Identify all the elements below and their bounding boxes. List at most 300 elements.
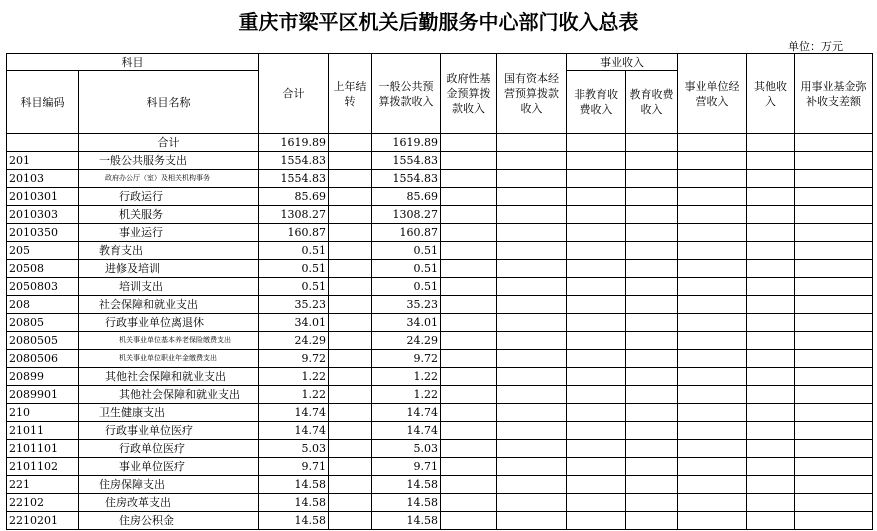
cell-total: 14.58 — [259, 512, 329, 530]
cell-name: 机关事业单位职业年金缴费支出 — [79, 350, 259, 368]
cell-gov-fund — [441, 440, 497, 458]
cell-name: 住房改革支出 — [79, 494, 259, 512]
cell-unit-operating — [678, 476, 747, 494]
cell-other-income — [747, 386, 795, 404]
header-non-edu-fee: 非教育收费收入 — [567, 71, 626, 134]
cell-name: 社会保障和就业支出 — [79, 296, 259, 314]
cell-unit-operating — [678, 296, 747, 314]
cell-carryover — [329, 224, 372, 242]
cell-unit-operating — [678, 494, 747, 512]
cell-edu-fee — [626, 494, 678, 512]
cell-unit-operating — [678, 458, 747, 476]
cell-name: 一般公共服务支出 — [79, 152, 259, 170]
cell-gov-fund — [441, 152, 497, 170]
cell-gov-fund — [441, 332, 497, 350]
cell-unit-operating — [678, 224, 747, 242]
cell-total: 9.71 — [259, 458, 329, 476]
cell-gov-fund — [441, 386, 497, 404]
cell-other-income — [747, 314, 795, 332]
table-row — [7, 512, 873, 530]
cell-gov-fund — [441, 314, 497, 332]
cell-unit-operating — [678, 404, 747, 422]
cell-other-income — [747, 494, 795, 512]
cell-reserve-fund — [795, 512, 873, 530]
cell-code: 2089901 — [7, 386, 79, 404]
cell-edu-fee — [626, 422, 678, 440]
cell-non-edu-fee — [567, 278, 626, 296]
table-row — [7, 260, 873, 278]
cell-total: 14.74 — [259, 422, 329, 440]
cell-name: 卫生健康支出 — [79, 404, 259, 422]
cell-code: 2080506 — [7, 350, 79, 368]
cell-non-edu-fee — [567, 260, 626, 278]
cell-general-budget: 24.29 — [372, 332, 441, 350]
page-title: 重庆市梁平区机关后勤服务中心部门收入总表 — [238, 10, 639, 34]
cell-code: 21011 — [7, 422, 79, 440]
cell-name: 其他社会保障和就业支出 — [79, 386, 259, 404]
cell-state-capital — [497, 386, 567, 404]
cell-state-capital — [497, 206, 567, 224]
cell-carryover — [329, 242, 372, 260]
cell-non-edu-fee — [567, 206, 626, 224]
cell-name: 合计 — [79, 134, 259, 152]
cell-total: 35.23 — [259, 296, 329, 314]
cell-state-capital — [497, 314, 567, 332]
cell-total: 1.22 — [259, 368, 329, 386]
cell-reserve-fund — [795, 404, 873, 422]
cell-reserve-fund — [795, 458, 873, 476]
table-row — [7, 386, 873, 404]
cell-general-budget: 34.01 — [372, 314, 441, 332]
cell-carryover — [329, 296, 372, 314]
cell-reserve-fund — [795, 368, 873, 386]
table-row — [7, 476, 873, 494]
cell-non-edu-fee — [567, 368, 626, 386]
cell-general-budget: 0.51 — [372, 260, 441, 278]
cell-carryover — [329, 494, 372, 512]
cell-name: 行政事业单位离退休 — [79, 314, 259, 332]
cell-total: 34.01 — [259, 314, 329, 332]
cell-unit-operating — [678, 440, 747, 458]
header-edu-fee: 教育收费收入 — [626, 71, 678, 134]
cell-carryover — [329, 206, 372, 224]
cell-non-edu-fee — [567, 512, 626, 530]
cell-general-budget: 14.58 — [372, 476, 441, 494]
cell-unit-operating — [678, 134, 747, 152]
cell-non-edu-fee — [567, 440, 626, 458]
cell-non-edu-fee — [567, 188, 626, 206]
cell-other-income — [747, 404, 795, 422]
table-row — [7, 134, 873, 152]
cell-gov-fund — [441, 404, 497, 422]
cell-gov-fund — [441, 206, 497, 224]
cell-other-income — [747, 440, 795, 458]
cell-state-capital — [497, 422, 567, 440]
cell-unit-operating — [678, 386, 747, 404]
cell-other-income — [747, 260, 795, 278]
cell-unit-operating — [678, 278, 747, 296]
cell-code: 2210201 — [7, 512, 79, 530]
cell-state-capital — [497, 512, 567, 530]
cell-edu-fee — [626, 242, 678, 260]
cell-general-budget: 1.22 — [372, 368, 441, 386]
cell-non-edu-fee — [567, 152, 626, 170]
cell-name: 教育支出 — [79, 242, 259, 260]
cell-name: 其他社会保障和就业支出 — [79, 368, 259, 386]
cell-reserve-fund — [795, 242, 873, 260]
cell-general-budget: 0.51 — [372, 242, 441, 260]
cell-carryover — [329, 152, 372, 170]
cell-gov-fund — [441, 224, 497, 242]
cell-non-edu-fee — [567, 224, 626, 242]
cell-code: 208 — [7, 296, 79, 314]
table-row — [7, 152, 873, 170]
cell-code: 22102 — [7, 494, 79, 512]
cell-non-edu-fee — [567, 332, 626, 350]
cell-carryover — [329, 422, 372, 440]
cell-code: 2101101 — [7, 440, 79, 458]
cell-edu-fee — [626, 332, 678, 350]
header-total: 合计 — [259, 54, 329, 134]
cell-total: 85.69 — [259, 188, 329, 206]
cell-state-capital — [497, 134, 567, 152]
table-row — [7, 206, 873, 224]
header-subject: 科目 — [7, 54, 259, 71]
cell-code: 2050803 — [7, 278, 79, 296]
cell-reserve-fund — [795, 314, 873, 332]
cell-non-edu-fee — [567, 242, 626, 260]
cell-name: 事业运行 — [79, 224, 259, 242]
cell-total: 14.58 — [259, 476, 329, 494]
cell-code: 2010301 — [7, 188, 79, 206]
cell-carryover — [329, 260, 372, 278]
cell-gov-fund — [441, 188, 497, 206]
cell-code: 2010350 — [7, 224, 79, 242]
cell-non-edu-fee — [567, 458, 626, 476]
cell-general-budget: 1554.83 — [372, 152, 441, 170]
cell-carryover — [329, 512, 372, 530]
cell-carryover — [329, 386, 372, 404]
cell-other-income — [747, 134, 795, 152]
cell-non-edu-fee — [567, 494, 626, 512]
cell-general-budget: 14.58 — [372, 512, 441, 530]
cell-state-capital — [497, 242, 567, 260]
income-table — [6, 53, 873, 530]
cell-unit-operating — [678, 512, 747, 530]
table-row — [7, 242, 873, 260]
header-name: 科目名称 — [79, 71, 259, 134]
table-row — [7, 224, 873, 242]
table-row — [7, 458, 873, 476]
table-row — [7, 170, 873, 188]
header-carryover: 上年结转 — [329, 54, 372, 134]
cell-reserve-fund — [795, 206, 873, 224]
cell-non-edu-fee — [567, 314, 626, 332]
cell-gov-fund — [441, 476, 497, 494]
cell-general-budget: 1.22 — [372, 386, 441, 404]
cell-reserve-fund — [795, 170, 873, 188]
cell-general-budget: 35.23 — [372, 296, 441, 314]
cell-state-capital — [497, 152, 567, 170]
cell-name: 培训支出 — [79, 278, 259, 296]
table-row — [7, 332, 873, 350]
cell-edu-fee — [626, 440, 678, 458]
cell-code: 221 — [7, 476, 79, 494]
cell-state-capital — [497, 278, 567, 296]
cell-total: 9.72 — [259, 350, 329, 368]
cell-gov-fund — [441, 296, 497, 314]
header-general-budget: 一般公共预算拨款收入 — [372, 54, 441, 134]
table-row — [7, 404, 873, 422]
cell-other-income — [747, 170, 795, 188]
cell-state-capital — [497, 476, 567, 494]
cell-total: 5.03 — [259, 440, 329, 458]
cell-reserve-fund — [795, 350, 873, 368]
cell-edu-fee — [626, 206, 678, 224]
header-reserve-fund: 用事业基金弥补收支差额 — [795, 54, 873, 134]
cell-state-capital — [497, 332, 567, 350]
cell-total: 0.51 — [259, 260, 329, 278]
cell-total: 1308.27 — [259, 206, 329, 224]
cell-reserve-fund — [795, 386, 873, 404]
cell-edu-fee — [626, 386, 678, 404]
cell-general-budget: 5.03 — [372, 440, 441, 458]
header-gov-fund: 政府性基金预算拨款收入 — [441, 54, 497, 134]
cell-general-budget: 1554.83 — [372, 170, 441, 188]
cell-carryover — [329, 134, 372, 152]
cell-other-income — [747, 206, 795, 224]
cell-non-edu-fee — [567, 476, 626, 494]
header-other-income: 其他收入 — [747, 54, 795, 134]
cell-code: 20508 — [7, 260, 79, 278]
cell-edu-fee — [626, 476, 678, 494]
cell-general-budget: 9.72 — [372, 350, 441, 368]
cell-general-budget: 14.74 — [372, 404, 441, 422]
cell-state-capital — [497, 188, 567, 206]
unit-label: 单位：万元 — [788, 40, 843, 53]
cell-non-edu-fee — [567, 386, 626, 404]
cell-unit-operating — [678, 188, 747, 206]
cell-edu-fee — [626, 350, 678, 368]
cell-other-income — [747, 458, 795, 476]
cell-other-income — [747, 242, 795, 260]
cell-reserve-fund — [795, 440, 873, 458]
cell-carryover — [329, 476, 372, 494]
cell-carryover — [329, 440, 372, 458]
cell-general-budget: 14.58 — [372, 494, 441, 512]
table-row — [7, 188, 873, 206]
cell-name: 行政事业单位医疗 — [79, 422, 259, 440]
header-unit-operating: 事业单位经营收入 — [678, 54, 747, 134]
cell-name: 机关事业单位基本养老保险缴费支出 — [79, 332, 259, 350]
cell-general-budget: 0.51 — [372, 278, 441, 296]
cell-reserve-fund — [795, 260, 873, 278]
cell-total: 160.87 — [259, 224, 329, 242]
cell-reserve-fund — [795, 422, 873, 440]
cell-other-income — [747, 512, 795, 530]
cell-carryover — [329, 404, 372, 422]
table-row — [7, 368, 873, 386]
cell-total: 24.29 — [259, 332, 329, 350]
cell-total: 14.58 — [259, 494, 329, 512]
cell-other-income — [747, 296, 795, 314]
cell-edu-fee — [626, 224, 678, 242]
cell-general-budget: 14.74 — [372, 422, 441, 440]
cell-reserve-fund — [795, 188, 873, 206]
cell-name: 行政单位医疗 — [79, 440, 259, 458]
cell-edu-fee — [626, 458, 678, 476]
cell-other-income — [747, 422, 795, 440]
cell-state-capital — [497, 170, 567, 188]
cell-non-edu-fee — [567, 296, 626, 314]
cell-edu-fee — [626, 134, 678, 152]
cell-total: 14.74 — [259, 404, 329, 422]
cell-carryover — [329, 188, 372, 206]
cell-total: 0.51 — [259, 278, 329, 296]
header-state-capital: 国有资本经营预算拨款收入 — [497, 54, 567, 134]
cell-other-income — [747, 350, 795, 368]
cell-code: 2080505 — [7, 332, 79, 350]
cell-reserve-fund — [795, 296, 873, 314]
cell-non-edu-fee — [567, 170, 626, 188]
cell-gov-fund — [441, 242, 497, 260]
cell-name: 住房公积金 — [79, 512, 259, 530]
cell-state-capital — [497, 350, 567, 368]
table-row — [7, 314, 873, 332]
cell-reserve-fund — [795, 134, 873, 152]
cell-reserve-fund — [795, 494, 873, 512]
cell-other-income — [747, 188, 795, 206]
cell-total: 0.51 — [259, 242, 329, 260]
cell-non-edu-fee — [567, 404, 626, 422]
cell-unit-operating — [678, 152, 747, 170]
cell-carryover — [329, 350, 372, 368]
cell-code: 201 — [7, 152, 79, 170]
cell-carryover — [329, 332, 372, 350]
table-row — [7, 296, 873, 314]
cell-other-income — [747, 332, 795, 350]
cell-state-capital — [497, 368, 567, 386]
cell-state-capital — [497, 440, 567, 458]
cell-general-budget: 1308.27 — [372, 206, 441, 224]
cell-unit-operating — [678, 332, 747, 350]
cell-code: 2101102 — [7, 458, 79, 476]
cell-total: 1554.83 — [259, 170, 329, 188]
cell-unit-operating — [678, 350, 747, 368]
cell-edu-fee — [626, 188, 678, 206]
cell-name: 住房保障支出 — [79, 476, 259, 494]
table-row — [7, 350, 873, 368]
cell-code: 20103 — [7, 170, 79, 188]
cell-non-edu-fee — [567, 134, 626, 152]
cell-gov-fund — [441, 368, 497, 386]
cell-reserve-fund — [795, 152, 873, 170]
cell-gov-fund — [441, 134, 497, 152]
cell-edu-fee — [626, 170, 678, 188]
cell-reserve-fund — [795, 476, 873, 494]
cell-state-capital — [497, 260, 567, 278]
cell-total: 1.22 — [259, 386, 329, 404]
cell-edu-fee — [626, 152, 678, 170]
cell-name: 进修及培训 — [79, 260, 259, 278]
cell-carryover — [329, 458, 372, 476]
cell-state-capital — [497, 296, 567, 314]
header-code: 科目编码 — [7, 71, 79, 134]
cell-unit-operating — [678, 368, 747, 386]
cell-name: 机关服务 — [79, 206, 259, 224]
header-business-income: 事业收入 — [567, 54, 678, 71]
cell-code — [7, 134, 79, 152]
cell-code: 20805 — [7, 314, 79, 332]
table-row — [7, 494, 873, 512]
cell-carryover — [329, 170, 372, 188]
cell-code: 205 — [7, 242, 79, 260]
cell-unit-operating — [678, 314, 747, 332]
cell-unit-operating — [678, 260, 747, 278]
cell-carryover — [329, 368, 372, 386]
cell-gov-fund — [441, 260, 497, 278]
cell-other-income — [747, 224, 795, 242]
cell-code: 2010303 — [7, 206, 79, 224]
cell-reserve-fund — [795, 224, 873, 242]
cell-other-income — [747, 278, 795, 296]
cell-unit-operating — [678, 422, 747, 440]
cell-gov-fund — [441, 278, 497, 296]
cell-name: 行政运行 — [79, 188, 259, 206]
cell-reserve-fund — [795, 278, 873, 296]
cell-name: 事业单位医疗 — [79, 458, 259, 476]
cell-state-capital — [497, 458, 567, 476]
cell-edu-fee — [626, 368, 678, 386]
cell-general-budget: 160.87 — [372, 224, 441, 242]
cell-unit-operating — [678, 206, 747, 224]
cell-edu-fee — [626, 260, 678, 278]
cell-edu-fee — [626, 278, 678, 296]
cell-state-capital — [497, 494, 567, 512]
cell-state-capital — [497, 224, 567, 242]
cell-edu-fee — [626, 404, 678, 422]
cell-non-edu-fee — [567, 350, 626, 368]
cell-carryover — [329, 314, 372, 332]
cell-gov-fund — [441, 458, 497, 476]
cell-other-income — [747, 152, 795, 170]
cell-non-edu-fee — [567, 422, 626, 440]
cell-total: 1554.83 — [259, 152, 329, 170]
cell-unit-operating — [678, 170, 747, 188]
cell-gov-fund — [441, 494, 497, 512]
cell-state-capital — [497, 404, 567, 422]
cell-other-income — [747, 476, 795, 494]
cell-gov-fund — [441, 422, 497, 440]
cell-edu-fee — [626, 512, 678, 530]
table-row — [7, 440, 873, 458]
cell-code: 20899 — [7, 368, 79, 386]
cell-reserve-fund — [795, 332, 873, 350]
table-row — [7, 278, 873, 296]
cell-edu-fee — [626, 314, 678, 332]
cell-name: 政府办公厅（室）及相关机构事务 — [79, 170, 259, 188]
table-row — [7, 422, 873, 440]
cell-unit-operating — [678, 242, 747, 260]
cell-other-income — [747, 368, 795, 386]
cell-general-budget: 1619.89 — [372, 134, 441, 152]
cell-gov-fund — [441, 170, 497, 188]
cell-general-budget: 9.71 — [372, 458, 441, 476]
cell-edu-fee — [626, 296, 678, 314]
cell-gov-fund — [441, 512, 497, 530]
cell-gov-fund — [441, 350, 497, 368]
cell-general-budget: 85.69 — [372, 188, 441, 206]
